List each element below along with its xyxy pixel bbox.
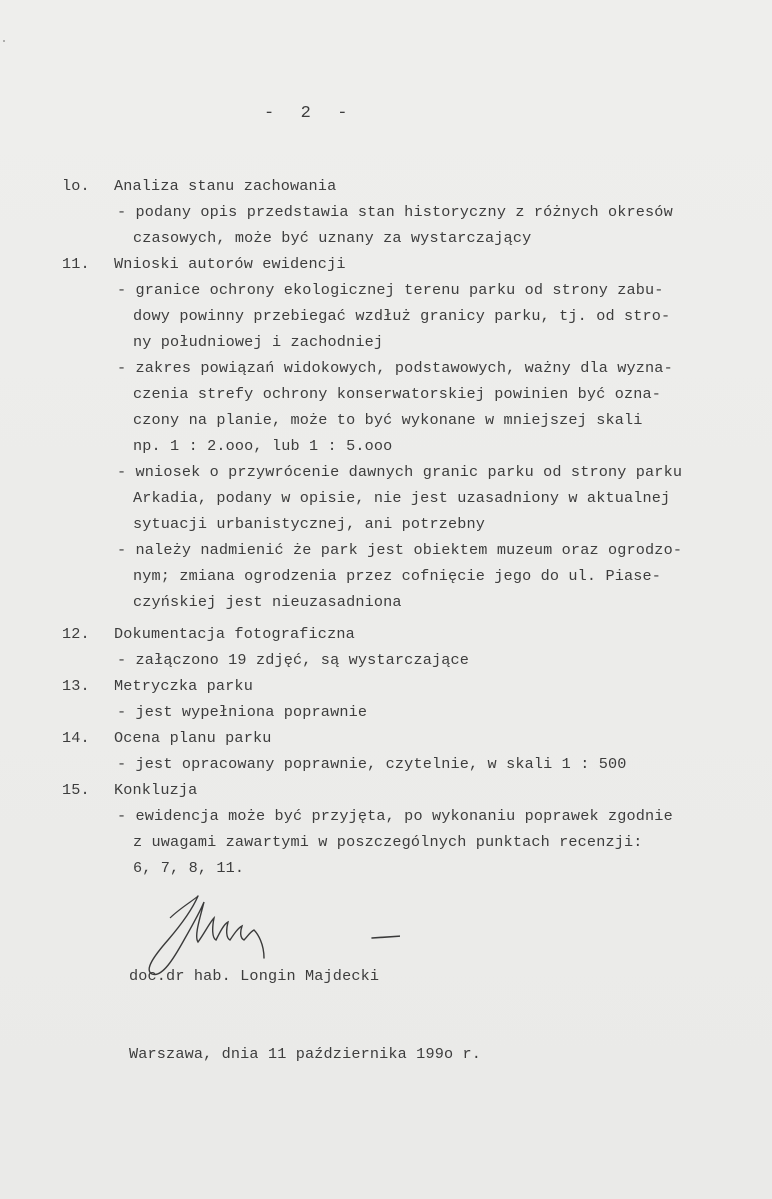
bullet-text: ny południowej i zachodniej bbox=[133, 333, 384, 351]
bullet-text: - podany opis przedstawia stan historyczny z różnych okresów bbox=[117, 203, 673, 221]
bullet-text: czyńskiej jest nieuzasadniona bbox=[133, 593, 402, 611]
section-number: lo. bbox=[62, 177, 90, 195]
section-title: Analiza stanu zachowania bbox=[114, 177, 337, 195]
bullet-text: nym; zmiana ogrodzenia przez cofnięcie jego do ul. Piase- bbox=[133, 567, 662, 585]
section-number: 13. bbox=[62, 677, 90, 695]
section-title: Wnioski autorów ewidencji bbox=[114, 255, 346, 273]
bullet-text: czony na planie, może to być wykonane w mniejszej skali bbox=[133, 411, 643, 429]
section-title: Konkluzja bbox=[114, 781, 198, 799]
bullet-text: - granice ochrony ekologicznej terenu parku od strony zabu- bbox=[117, 281, 664, 299]
section-title: Dokumentacja fotograficzna bbox=[114, 625, 355, 643]
page-number: - 2 - bbox=[264, 104, 350, 123]
bullet-text: czasowych, może być uznany za wystarczający bbox=[133, 229, 532, 247]
section-title: Ocena planu parku bbox=[114, 729, 272, 747]
bullet-text: - jest opracowany poprawnie, czytelnie, w skali 1 : 500 bbox=[117, 755, 627, 773]
section-number: 14. bbox=[62, 729, 90, 747]
bullet-text: - ewidencja może być przyjęta, po wykonaniu poprawek zgodnie bbox=[117, 807, 673, 825]
section-number: 15. bbox=[62, 781, 90, 799]
handwritten-signature bbox=[140, 888, 400, 978]
bullet-text: - należy nadmienić że park jest obiektem muzeum oraz ogrodzo- bbox=[117, 541, 683, 559]
bullet-text: - wniosek o przywrócenie dawnych granic parku od strony parku bbox=[117, 463, 683, 481]
signatory-name: doc.dr hab. Longin Majdecki bbox=[129, 967, 380, 985]
bullet-text: Arkadia, podany w opisie, nie jest uzasadniony w aktualnej bbox=[133, 489, 671, 507]
bullet-text: - zakres powiązań widokowych, podstawowych, ważny dla wyzna- bbox=[117, 359, 673, 377]
section-number: 11. bbox=[62, 255, 90, 273]
bullet-text: np. 1 : 2.ooo, lub 1 : 5.ooo bbox=[133, 437, 393, 455]
section-title: Metryczka parku bbox=[114, 677, 253, 695]
bullet-text: - załączono 19 zdjęć, są wystarczające bbox=[117, 651, 470, 669]
section-number: 12. bbox=[62, 625, 90, 643]
bullet-text: dowy powinny przebiegać wzdłuż granicy parku, tj. od stro- bbox=[133, 307, 671, 325]
bullet-text: sytuacji urbanistycznej, ani potrzebny bbox=[133, 515, 486, 533]
bullet-text: 6, 7, 8, 11. bbox=[133, 859, 245, 877]
scan-speck bbox=[3, 40, 5, 42]
bullet-text: z uwagami zawartymi w poszczególnych punktach recenzji: bbox=[133, 833, 643, 851]
bullet-text: czenia strefy ochrony konserwatorskiej powinien być ozna- bbox=[133, 385, 662, 403]
place-and-date: Warszawa, dnia 11 października 199o r. bbox=[129, 1045, 482, 1063]
bullet-text: - jest wypełniona poprawnie bbox=[117, 703, 368, 721]
